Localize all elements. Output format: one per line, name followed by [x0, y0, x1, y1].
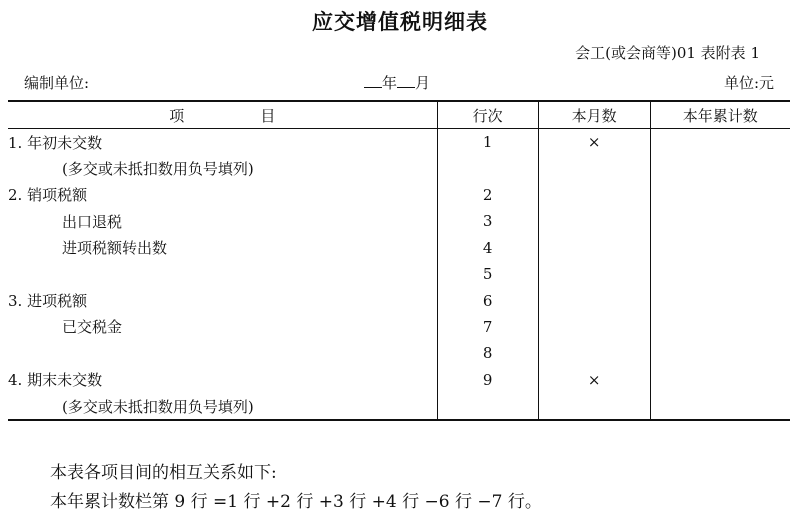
row-ytd [650, 287, 790, 313]
table-row [8, 367, 790, 393]
row-this-month [538, 340, 650, 366]
year-blank [364, 73, 382, 88]
row-item: 出口退税 [62, 212, 123, 231]
table-row [8, 129, 790, 156]
row-ytd [650, 235, 790, 261]
vat-detail-table [8, 100, 790, 421]
table-row [8, 208, 790, 234]
row-ytd [650, 340, 790, 366]
row-this-month [538, 235, 650, 261]
org-label: 编制单位: [24, 74, 90, 92]
row-this-month [538, 314, 650, 340]
table-row [8, 314, 790, 340]
row-item: 进项税额转出数 [62, 239, 168, 258]
row-no: 6 [437, 287, 538, 313]
row-no [437, 155, 538, 181]
row-ytd [650, 261, 790, 287]
row-no: 1 [437, 129, 538, 156]
row-ytd [650, 155, 790, 181]
row-this-month: × [538, 129, 650, 156]
table-row [8, 235, 790, 261]
row-this-month [538, 393, 650, 420]
row-ytd [650, 393, 790, 420]
row-no [437, 393, 538, 420]
relation-note-formula: 本年累计数栏第 9 行 =1 行 +2 行 +3 行 +4 行 −6 行 −7 行。 [50, 492, 542, 512]
table-row [8, 182, 790, 208]
row-no: 5 [437, 261, 538, 287]
row-this-month: × [538, 367, 650, 393]
table-row [8, 287, 790, 313]
row-ytd [650, 367, 790, 393]
table-row [8, 393, 790, 420]
row-item: (多交或未抵扣数用负号填列) [62, 160, 254, 179]
relation-note-heading: 本表各项目间的相互关系如下: [50, 463, 277, 483]
table-row [8, 155, 790, 181]
col-header-item-b: 目 [260, 106, 276, 125]
year-label: 年 [382, 74, 398, 92]
period-field [364, 72, 430, 93]
row-no: 4 [437, 235, 538, 261]
table-row [8, 261, 790, 287]
row-ytd [650, 314, 790, 340]
row-no: 2 [437, 182, 538, 208]
col-header-row-no: 行次 [437, 101, 538, 129]
row-item [8, 340, 437, 366]
row-no: 3 [437, 208, 538, 234]
row-this-month [538, 155, 650, 181]
col-header-ytd: 本年累计数 [650, 101, 790, 129]
col-header-item [8, 101, 437, 129]
row-item: (多交或未抵扣数用负号填列) [8, 393, 437, 420]
row-ytd [650, 129, 790, 156]
row-item: 3. 进项税额 [8, 292, 88, 311]
row-no: 8 [437, 340, 538, 366]
row-item: 4. 期末未交数 [8, 371, 103, 390]
row-this-month [538, 261, 650, 287]
col-header-this-month: 本月数 [538, 101, 650, 129]
row-item: 2. 销项税额 [8, 186, 88, 205]
row-item [8, 261, 437, 287]
row-item: 已交税金 [62, 318, 123, 337]
row-this-month [538, 182, 650, 208]
row-no: 9 [437, 367, 538, 393]
row-ytd [650, 182, 790, 208]
report-title: 应交增值税明细表 [312, 10, 488, 34]
col-header-item-a: 项 [169, 106, 185, 125]
table-row [8, 340, 790, 366]
month-blank [397, 73, 415, 88]
form-code: 会工(或会商等)01 表附表 1 [575, 44, 760, 62]
month-label: 月 [415, 74, 431, 92]
row-item: 1. 年初未交数 [8, 133, 103, 152]
row-ytd [650, 208, 790, 234]
row-no: 7 [437, 314, 538, 340]
row-this-month [538, 287, 650, 313]
row-this-month [538, 208, 650, 234]
table-header-row [8, 101, 790, 129]
unit-label: 单位:元 [723, 74, 774, 92]
